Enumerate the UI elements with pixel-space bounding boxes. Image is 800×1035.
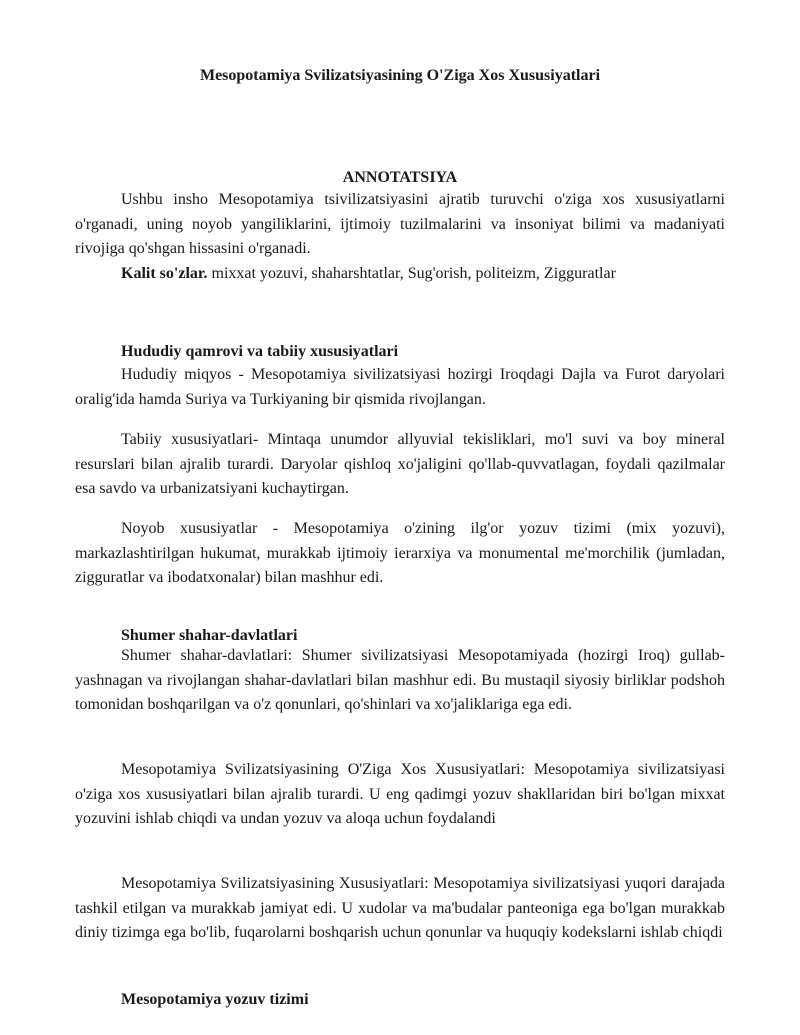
section-heading: Mesopotamiya yozuv tizimi [121, 991, 309, 1008]
keywords-label: Kalit so'zlar. [121, 265, 208, 282]
section-paragraph: Mesopotamiya Svilizatsiyasining Xususiyatlari: Mesopotamiya sivilizatsiyasi yuqori darajada tashkil etilgan va murakkab jamiyat edi. U xudolar va ma'budalar panteoniga ega bo'lgan murakkab diniy tizimga ega bo'lib, fuqarolarni boshqarish uchun qonunlar va huquqiy kodekslarni ishlab chiqdi [75, 875, 725, 941]
section-heading: Hududiy qamrovi va tabiiy xususiyatlari [121, 343, 399, 360]
keywords-list: mixxat yozuvi, shaharshtatlar, Sug'orish, politeizm, Zigguratlar [207, 265, 616, 282]
section-paragraph: Tabiiy xususiyatlari- Mintaqa unumdor allyuvial tekisliklari, mo'l suvi va boy mineral resurslari bilan ajralib turardi. Daryolar qishloq xo'jaligini qo'llab-quvvatlagan, foydali qazilmalar esa savdo va urbanizatsiyani kuchaytirgan. [75, 431, 725, 497]
section-paragraph: Shumer shahar-davlatlari: Shumer sivilizatsiyasi Mesopotamiyada (hozirgi Iroq) gullab-yashnagan va rivojlangan shahar-davlatlari bilan mashhur edi. Bu mustaqil siyosiy birliklar podshoh tomonidan boshqarilgan va o'z qonunlari, qo'shinlari va xo'jaliklariga ega edi. [75, 647, 725, 713]
document-title: Mesopotamiya Svilizatsiyasining O'Ziga Xos Xususiyatlari [199, 67, 601, 84]
annotation-heading: ANNOTATSIYA [342, 169, 458, 186]
section-paragraph: Noyob xususiyatlar - Mesopotamiya o'zining ilg'or yozuv tizimi (mix yozuvi), markazlashtirilgan hukumat, murakkab ijtimoiy ierarxiya va monumental me'morchilik (jumladan, zigguratlar va ibodatxonalar) bilan mashhur edi. [75, 520, 725, 586]
keywords-paragraph [75, 262, 725, 287]
annotation-paragraph: Ushbu insho Mesopotamiya tsivilizatsiyasini ajratib turuvchi o'ziga xos xususiyatlarni o'rganadi, uning noyob yangiliklarini, ijtimoiy tuzilmalarini va insoniyat bilimi va madaniyati rivojiga qo'shgan hissasini o'rganadi. [75, 191, 725, 257]
section-paragraph: Hududiy miqyos - Mesopotamiya sivilizatsiyasi hozirgi Iroqdagi Dajla va Furot daryolari oralig'ida hamda Suriya va Turkiyaning bir qismida rivojlangan. [75, 366, 725, 408]
section-paragraph: Mesopotamiya Svilizatsiyasining O'Ziga Xos Xususiyatlari: Mesopotamiya sivilizatsiyasi o'ziga xos xususiyatlari bilan ajralib turardi. U eng qadimgi yozuv shakllaridan biri bo'lgan mixxat yozuvini ishlab chiqdi va undan yozuv va aloqa uchun foydalandi [75, 761, 725, 827]
section-heading: Shumer shahar-davlatlari [121, 627, 298, 644]
